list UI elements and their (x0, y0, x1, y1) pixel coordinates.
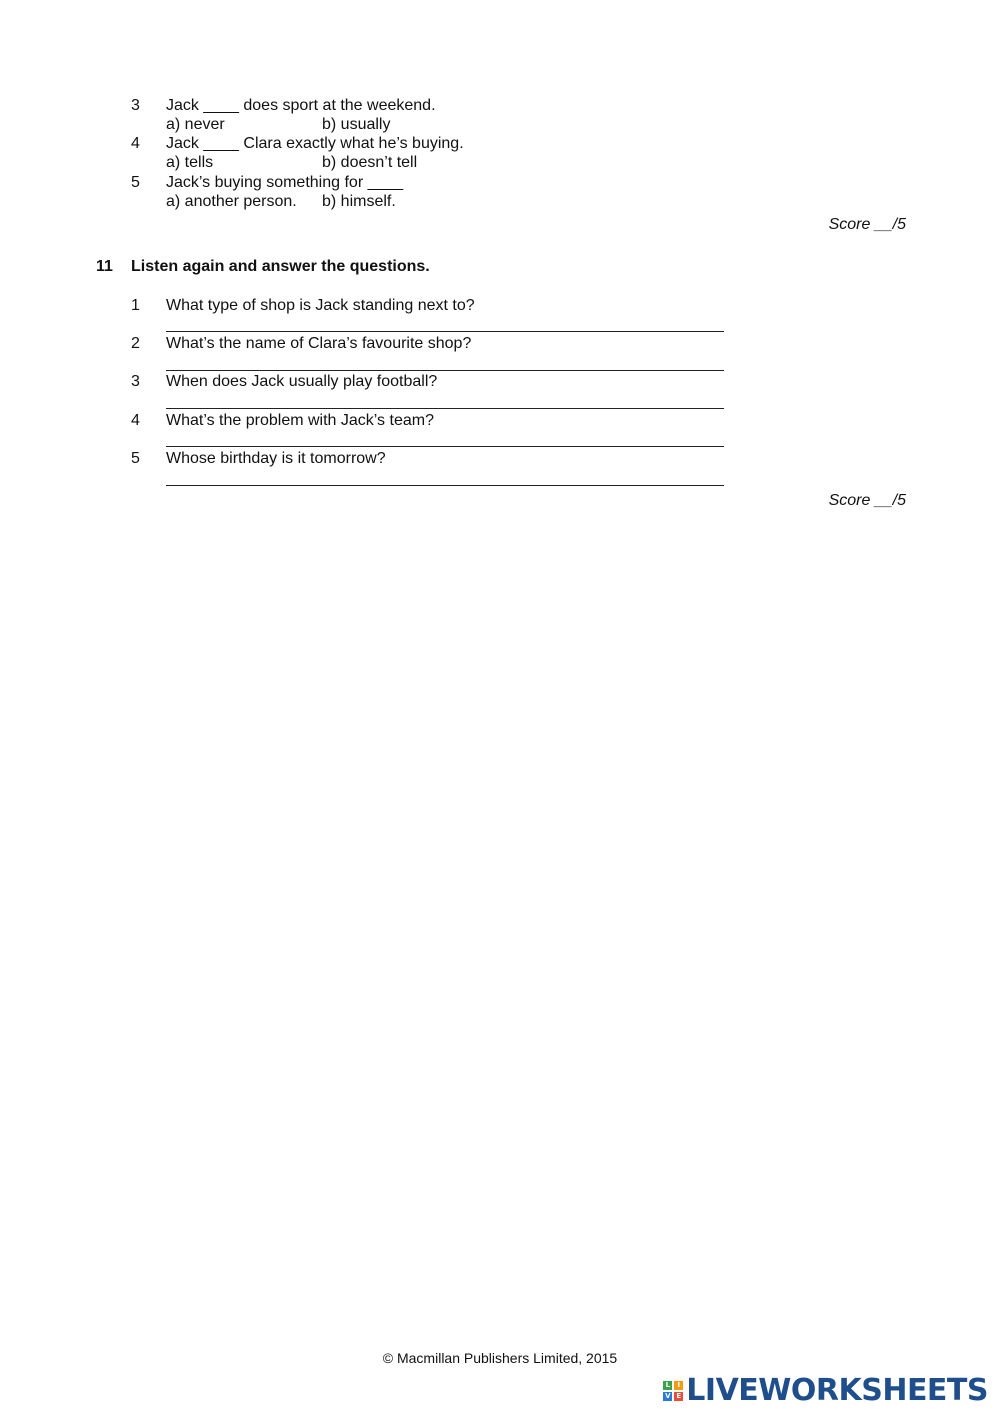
answer-line[interactable] (166, 331, 724, 332)
question-number: 4 (131, 412, 140, 429)
item-number: 3 (131, 97, 140, 114)
item-number: 5 (131, 174, 140, 191)
logo-text: LIVEWORKSHEETS (686, 1373, 988, 1408)
item-text: Jack ____ Clara exactly what he’s buying. (166, 135, 464, 152)
question-number: 2 (131, 335, 140, 352)
answer-line[interactable] (166, 446, 724, 447)
option-b[interactable]: b) himself. (322, 193, 396, 210)
option-b[interactable]: b) usually (322, 116, 391, 133)
question-text: What’s the name of Clara’s favourite shop? (166, 335, 472, 352)
option-a[interactable]: a) never (166, 116, 225, 133)
question-number: 5 (131, 450, 140, 467)
item-text: Jack’s buying something for ____ (166, 174, 404, 191)
option-b[interactable]: b) doesn’t tell (322, 154, 418, 171)
section-number: 11 (96, 258, 113, 275)
question-number: 1 (131, 297, 140, 314)
logo-tile: E (674, 1392, 683, 1401)
question-text: What type of shop is Jack standing next to? (166, 297, 475, 314)
answer-line[interactable] (166, 485, 724, 486)
question-text: When does Jack usually play football? (166, 373, 438, 390)
score-label: Score __/5 (828, 216, 906, 233)
score-label: Score __/5 (828, 492, 906, 509)
section-title: Listen again and answer the questions. (131, 258, 430, 275)
question-text: What’s the problem with Jack’s team? (166, 412, 434, 429)
logo-tile: L (663, 1381, 672, 1390)
question-text: Whose birthday is it tomorrow? (166, 450, 386, 467)
answer-line[interactable] (166, 370, 724, 371)
copyright-notice: © Macmillan Publishers Limited, 2015 (382, 1350, 618, 1366)
option-a[interactable]: a) tells (166, 154, 214, 171)
option-a[interactable]: a) another person. (166, 193, 297, 210)
liveworksheets-logo[interactable] (663, 1374, 988, 1408)
logo-mark-icon (663, 1381, 683, 1401)
logo-tile: I (674, 1381, 683, 1390)
question-number: 3 (131, 373, 140, 390)
answer-line[interactable] (166, 408, 724, 409)
item-text: Jack ____ does sport at the weekend. (166, 97, 436, 114)
logo-tile: V (665, 1392, 671, 1400)
item-number: 4 (131, 135, 140, 152)
